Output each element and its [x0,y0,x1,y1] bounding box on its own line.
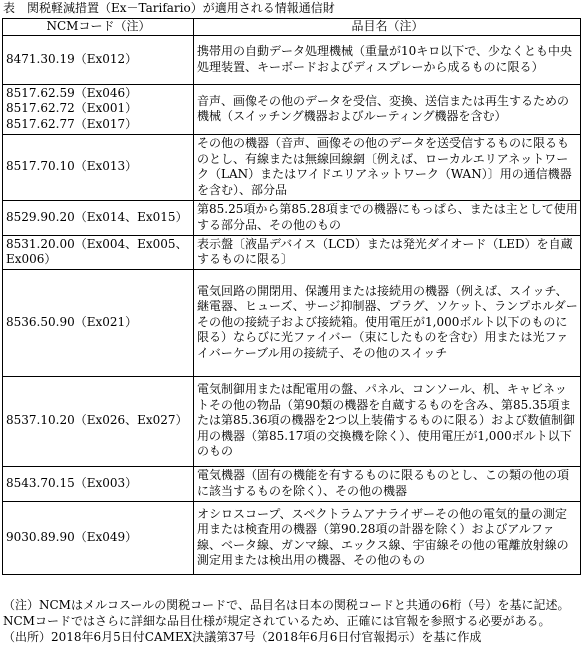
ncm-code: 8517.62.59（Ex046） [6,85,138,100]
ncm-code: 8537.10.20（Ex026、Ex027） [6,413,188,428]
ncm-code: 9030.89.90（Ex049） [6,529,138,544]
ncm-code-cell [3,134,194,200]
table-row [3,466,581,501]
header-item-name: 品目名（注） [194,19,581,36]
ncm-code: 8517.62.77（Ex017） [6,116,138,131]
item-name-cell: オシロスコープ、スペクトラムアナライザーその他の電気的量の測定用または検査用の機器（第90.28項の計器を除く）およびアルファ線、ベータ線、ガンマ線、エックス線、宇宙線その他の電離放射線の測定用または検出用の機器、その他のもの [194,501,581,574]
ncm-code: Ex006） [6,252,57,266]
note-text: （注）NCMはメルコスールの関税コードで、品目名は日本の関税コードと共通の6桁（号）を基に記述。NCMコードではさらに詳細な品目仕様が規定されているため、正確には官報を参照する必要がある。 [3,598,570,628]
item-name-cell: 電気回路の開閉用、保護用または接続用の機器（例えば、スイッチ、継電器、ヒューズ、サージ抑制器、プラグ、ソケット、ランプホルダーその他の接続子および接続箱。使用電圧が1,000ボルト以下のものに限る）ならびに光ファイバー（束にしたものを含む）用または光ファイバーケーブル用の接続子、その他のスイッチ [194,269,581,376]
table-row [3,376,581,466]
ncm-code-cell [3,35,194,84]
footnotes [3,597,579,645]
table-caption: 表 関税軽減措置（Ex－Tarifario）が適用される情報通信財 [3,1,335,15]
ncm-code-cell [3,269,194,376]
item-name-cell: その他の機器（音声、画像その他のデータを送受信するものに限るものとし、有線または無線回線網〔例えば、ローカルエリアネットワーク（LAN）またはワイドエリアネットワーク（WAN）〕用の通信機器を含む）、部分品 [194,134,581,200]
item-name-cell: 音声、画像その他のデータを受信、変換、送信または再生するための機械（スイッチング機器およびルーティング機器を含む） [194,84,581,134]
item-name-cell: 携帯用の自動データ処理機械（重量が10キロ以下で、少なくとも中央処理装置、キーボードおよびディスプレーから成るものに限る） [194,35,581,84]
ncm-code-cell [3,84,194,134]
ncm-code: 8536.50.90（Ex021） [6,314,138,329]
ncm-code-cell [3,376,194,466]
table-row [3,501,581,574]
table-row [3,35,581,84]
ncm-code: 8517.70.10（Ex013） [6,159,138,174]
table-row [3,269,581,376]
item-name-cell: 表示盤〔液晶デバイス（LCD）または発光ダイオード（LED）を自蔵するものに限る〕 [194,235,581,269]
ncm-code: 8531.20.00（Ex004、Ex005、 [6,236,188,251]
table-row [3,200,581,235]
ncm-code-cell [3,501,194,574]
ncm-code: 8471.30.19（Ex012） [6,51,138,66]
table-header-row [3,19,581,36]
item-name-cell: 第85.25項から第85.28項までの機器にもっぱら、または主として使用する部分品、その他のもの [194,200,581,235]
item-name-cell: 電気機器（固有の機能を有するものに限るものとし、この類の他の項に該当するものを除く）、その他の機器 [194,466,581,501]
item-name-cell: 電気制御用または配電用の盤、パネル、コンソール、机、キャビネットその他の物品（第90類の機器を自蔵するものを含み、第85.35項または第85.36項の機器を2つ以上装備するものに限る）および数値制御用の機器（第85.17項の交換機を除く）、使用電圧が1,000ボルト以下のもの [194,376,581,466]
source-text: （出所）2018年6月5日付CAMEX決議第37号（2018年6月6日付官報掲示）を基に作成 [3,630,482,644]
ncm-code-cell [3,466,194,501]
ncm-code-cell [3,235,194,269]
table-row [3,84,581,134]
ex-tarifario-table [2,18,581,575]
header-ncm-code: NCMコード（注） [3,19,194,36]
ncm-code-cell [3,200,194,235]
ncm-code: 8529.90.20（Ex014、Ex015） [6,209,188,224]
table-row [3,235,581,269]
ncm-code: 8517.62.72（Ex001） [6,101,138,116]
ncm-code: 8543.70.15（Ex003） [6,475,138,490]
table-row [3,134,581,200]
